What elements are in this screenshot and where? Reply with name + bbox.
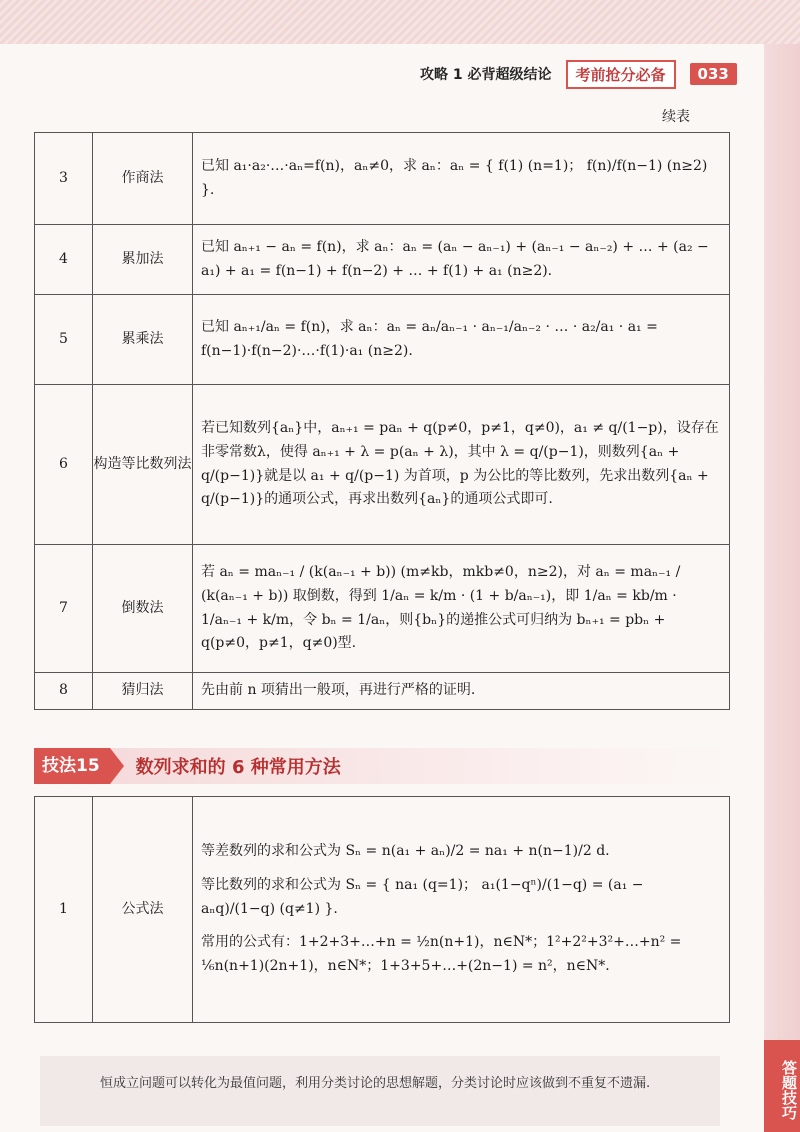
page-number: 033 [690,63,737,85]
method-description: 已知 aₙ₊₁ − aₙ = f(n)，求 aₙ：aₙ = (aₙ − aₙ₋₁) + (aₙ₋₁ − aₙ₋₂) + … + (a₂ − a₁) + a₁ = f(n−1) + f(n−2) + … + f(1) + a₁ (n≥2). [193,225,730,295]
section-heading [34,748,730,784]
formula-line: 等比数列的求和公式为 Sₙ = { na₁ (q=1)； a₁(1−qⁿ)/(1−q) = (a₁ − aₙq)/(1−q) (q≠1) }. [201,876,644,917]
section-title: 数列求和的 6 种常用方法 [135,757,341,778]
method-description [193,797,730,1023]
method-description: 若 aₙ = maₙ₋₁ / (k(aₙ₋₁ + b)) (m≠kb，mkb≠0，n≥2)，对 aₙ = maₙ₋₁ / (k(aₙ₋₁ + b)) 取倒数，得到 1/aₙ = k/m · (1 + b/aₙ₋₁)，即 1/aₙ = kb/m · 1/aₙ₋₁ + k/m，令 bₙ = 1/aₙ，则{bₙ}的递推公式可归纳为 bₙ₊₁ = pbₙ + q(p≠0，p≠1，q≠0)型. [193,545,730,673]
row-number: 3 [35,133,93,225]
method-name: 作商法 [93,133,193,225]
top-decor-band [0,0,800,44]
row-number: 4 [35,225,93,295]
table-row [35,295,730,385]
sum-method-table [34,796,730,1023]
method-name: 猜归法 [93,673,193,710]
table-row [35,385,730,545]
side-tab: 答题技巧 [764,1040,800,1132]
table-row [35,673,730,710]
method-name: 倒数法 [93,545,193,673]
method-name: 累乘法 [93,295,193,385]
table-row [35,797,730,1023]
row-number: 8 [35,673,93,710]
formula-line: 常用的公式有：1+2+3+…+n = ½n(n+1)，n∈N*；1²+2²+3²+…+n² = ⅙n(n+1)(2n+1)，n∈N*；1+3+5+…+(2n−1) = n²，n∈N*. [201,934,682,975]
continued-label: 续表 [662,109,690,125]
section-tag: 技法15 [34,748,110,784]
method-name: 累加法 [93,225,193,295]
table-row [35,133,730,225]
tip-box: 恒成立问题可以转化为最值问题，利用分类讨论的思想解题，分类讨论时应该做到不重复不遗漏. [40,1056,720,1126]
page-header [420,60,737,88]
method-name: 构造等比数列法 [93,385,193,545]
row-number: 7 [35,545,93,673]
method-description: 已知 aₙ₊₁/aₙ = f(n)，求 aₙ：aₙ = aₙ/aₙ₋₁ · aₙ₋₁/aₙ₋₂ · … · a₂/a₁ · a₁ = f(n−1)·f(n−2)·…·f(1)·a₁ (n≥2). [193,295,730,385]
exam-badge: 考前抢分必备 [566,60,676,89]
chevron-right-icon [110,748,124,784]
method-description: 先由前 n 项猜出一般项，再进行严格的证明. [193,673,730,710]
method-table [34,132,730,710]
row-number: 1 [35,797,93,1023]
method-description: 若已知数列{aₙ}中，aₙ₊₁ = paₙ + q(p≠0，p≠1，q≠0)，a₁ ≠ q/(1−p)，设存在非零常数λ，使得 aₙ₊₁ + λ = p(aₙ + λ)，其中 λ = q/(p−1)，则数列{aₙ + q/(p−1)}就是以 a₁ + q/(p−1) 为首项，p 为公比的等比数列，先求出数列{aₙ + q/(p−1)}的通项公式，再求出数列{aₙ}的通项公式即可. [193,385,730,545]
row-number: 5 [35,295,93,385]
method-description: 已知 a₁·a₂·…·aₙ=f(n)，aₙ≠0，求 aₙ：aₙ = { f(1) (n=1)； f(n)/f(n−1) (n≥2) }. [193,133,730,225]
table-row [35,545,730,673]
right-decor-edge [764,44,800,1132]
table-row [35,225,730,295]
strategy-label: 攻略 1 必背超级结论 [420,67,552,83]
formula-line: 等差数列的求和公式为 Sₙ = n(a₁ + aₙ)/2 = na₁ + n(n−1)/2 d. [201,843,610,859]
method-name: 公式法 [93,797,193,1023]
row-number: 6 [35,385,93,545]
